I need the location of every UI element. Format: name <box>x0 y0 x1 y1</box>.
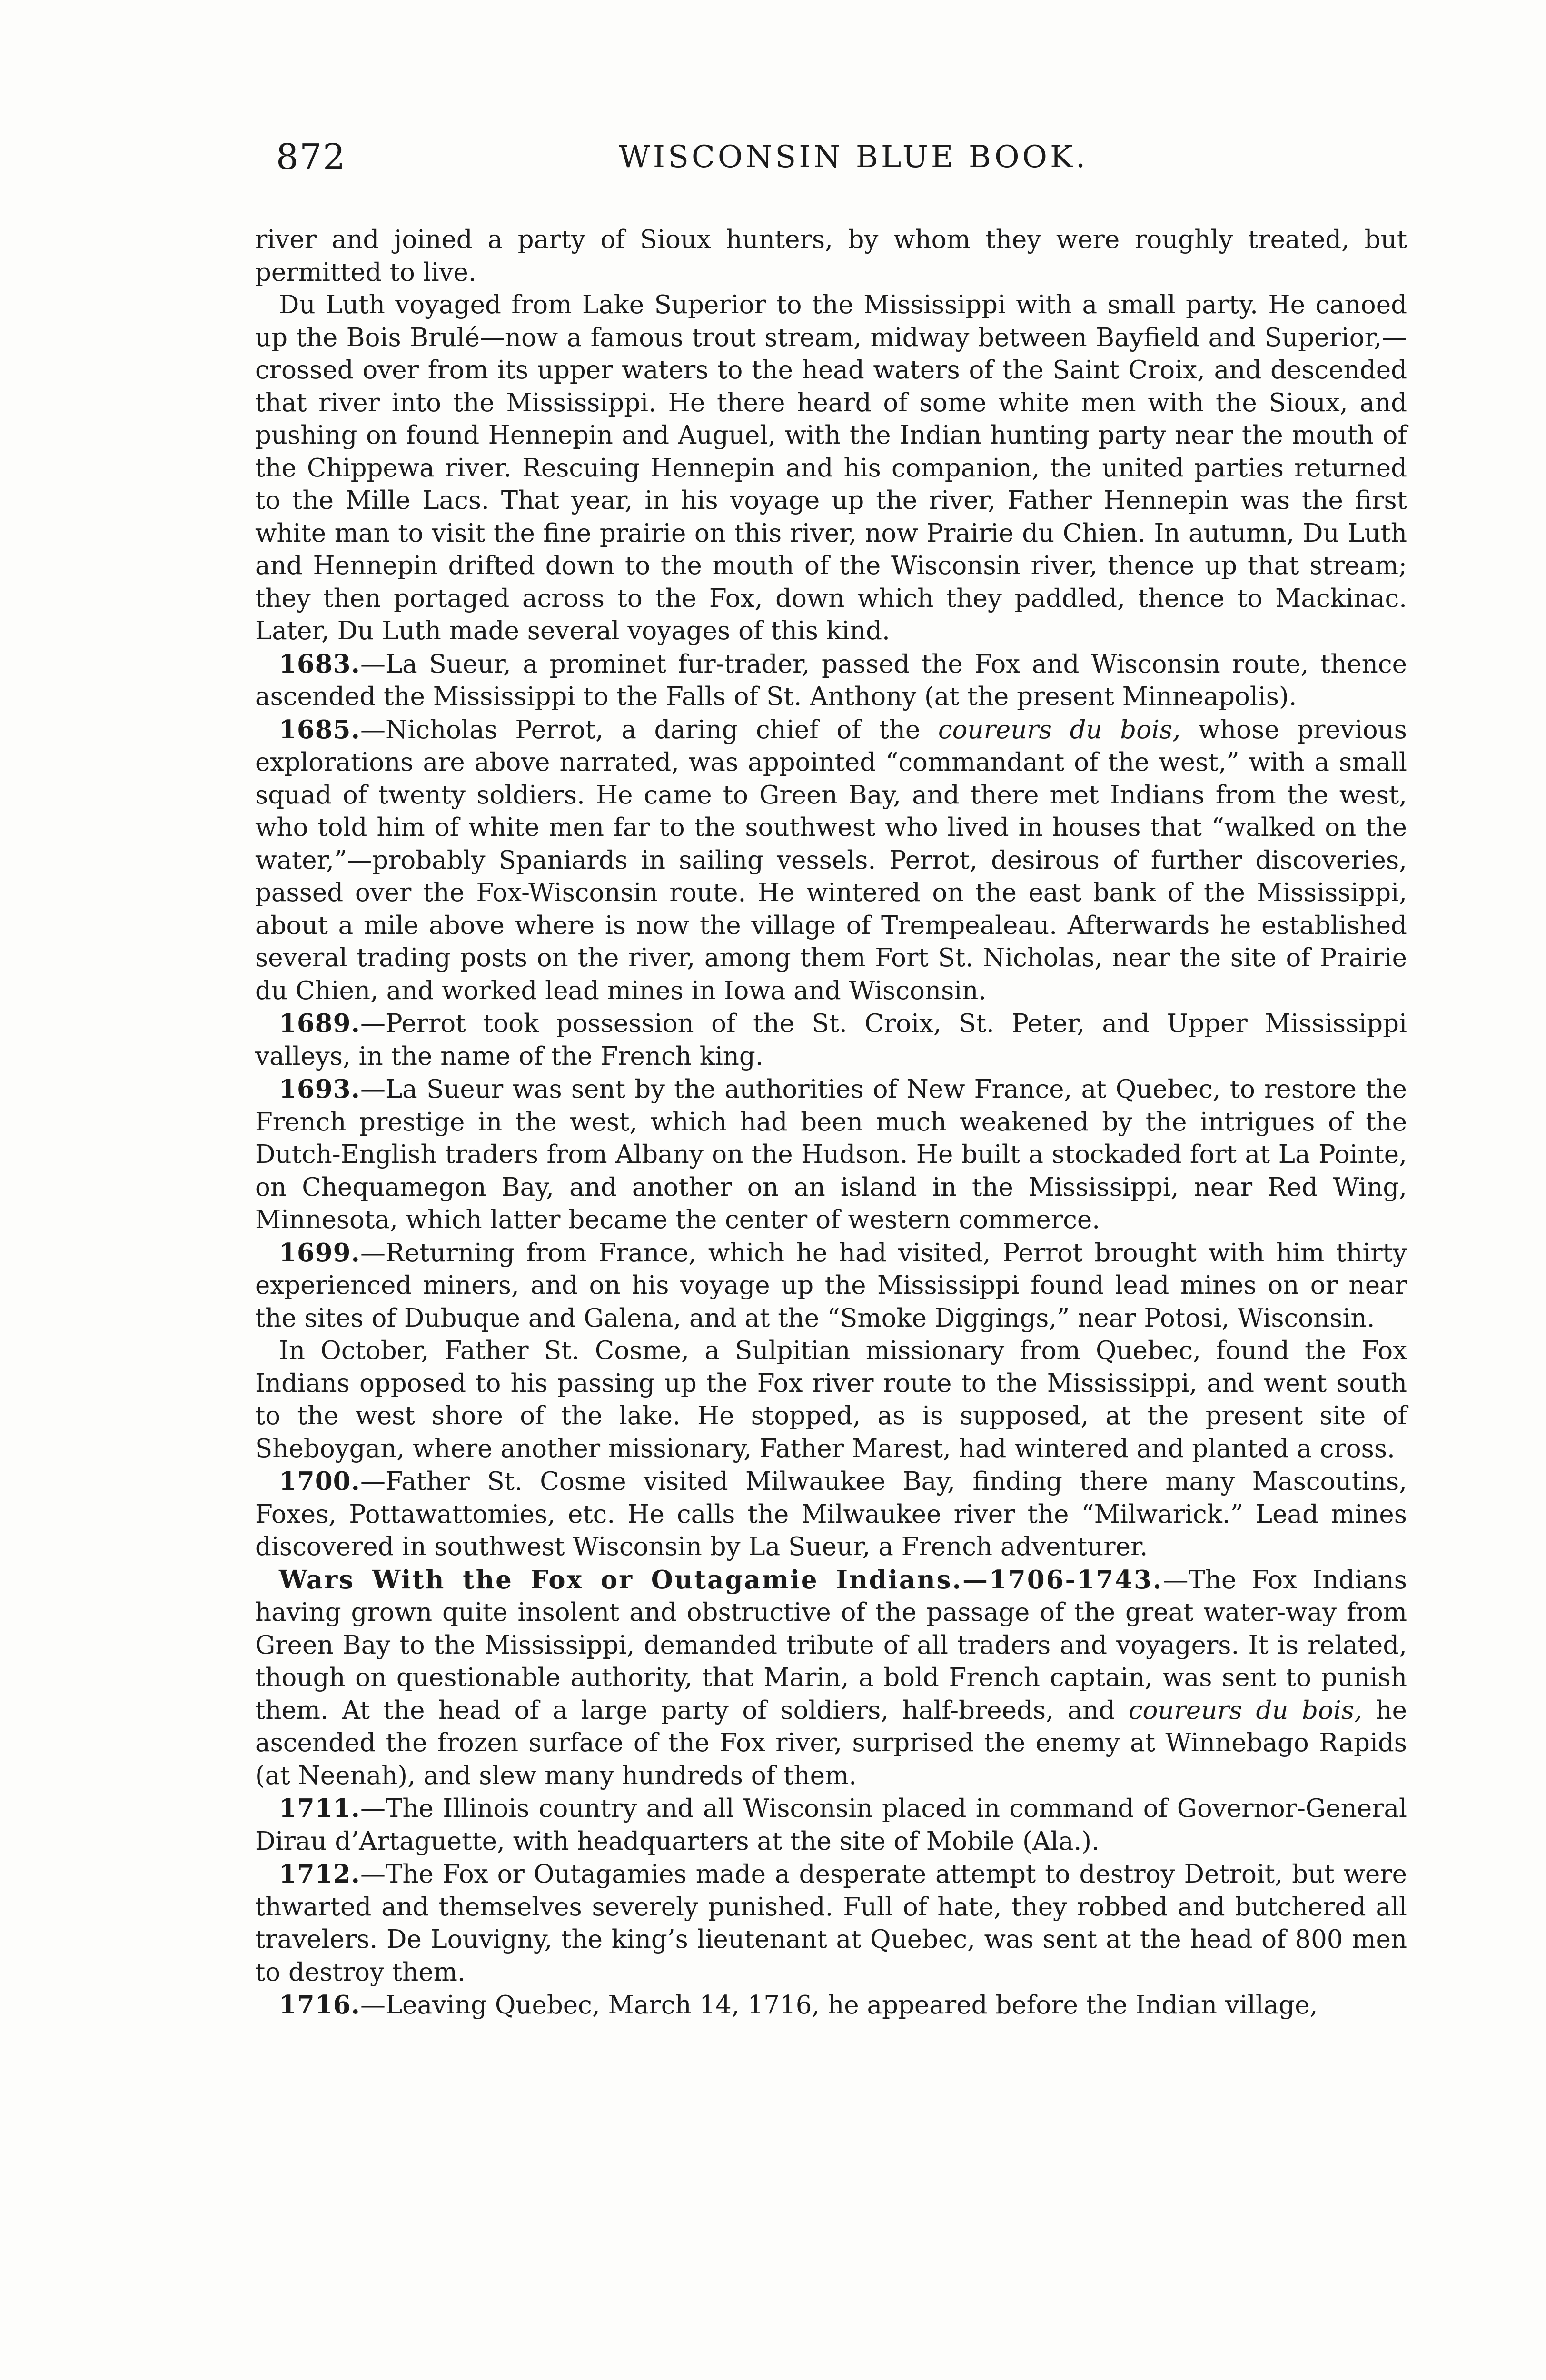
year-label: 1683. <box>279 649 360 679</box>
year-label: 1689. <box>279 1009 360 1038</box>
paragraph-text: —Perrot took possession of the St. Croix, St. Peter, and Upper Mississippi valleys, in the name of the French king. <box>255 1009 1407 1071</box>
paragraph <box>255 289 1407 648</box>
paragraph-text: —Leaving Quebec, March 14, 1716, he appeared before the Indian village, <box>360 1991 1318 2020</box>
paragraph-text: —Returning from France, which he had visited, Perrot brought with him thirty experienced miners, and on his voyage up the Mississippi found lead mines on or near the sites of Dubuque and Galena, and at the “Smoke Diggings,” near Potosi, Wisconsin. <box>255 1238 1407 1333</box>
paragraph-text: river and joined a party of Sioux hunters, by whom they were roughly treated, but permitted to live. <box>255 225 1407 287</box>
paragraph-1683 <box>255 648 1407 714</box>
paragraph-fox-wars <box>255 1564 1407 1793</box>
paragraph-text: —Father St. Cosme visited Milwaukee Bay, finding there many Mascoutins, Foxes, Pottawattomies, etc. He calls the Milwaukee river the “Milwarick.” Lead mines discovered in southwest Wisconsin by La Sueur, a French adventurer. <box>255 1467 1407 1561</box>
year-label: 1711. <box>279 1794 360 1823</box>
page-number: 872 <box>276 137 347 178</box>
paragraph-text: —Nicholas Perrot, a daring chief of the <box>360 715 938 744</box>
paragraph-text: —The Fox Indians having grown quite insolent and obstructive of the passage of the great water-way from Green Bay to the Mississippi, demanded tribute of all traders and voyagers. It is related, though on questionable authority, that Marin, a bold French captain, was sent to punish them. At the head of a large party of soldiers, half-breeds, and <box>255 1565 1407 1725</box>
paragraph-1699 <box>255 1237 1407 1335</box>
paragraph-text: In October, Father St. Cosme, a Sulpitian missionary from Quebec, found the Fox Indians opposed to his passing up the Fox river route to the Mississippi, and went south to the west shore of the lake. He stopped, as is supposed, at the present site of Sheboygan, where another missionary, Father Marest, had wintered and planted a cross. <box>255 1336 1407 1463</box>
paragraph-1689 <box>255 1007 1407 1073</box>
paragraph-1716 <box>255 1989 1407 2022</box>
paragraph-text: Du Luth voyaged from Lake Superior to the Mississippi with a small party. He canoed up the Bois Brulé—now a famous trout stream, midway between Bayfield and Superior,—crossed over from its upper waters to the head waters of the Saint Croix, and descended that river into the Mississippi. He there heard of some white men with the Sioux, and pushing on found Hennepin and Auguel, with the Indian hunting party near the mouth of the Chippewa river. Rescuing Hennepin and his companion, the united parties returned to the Mille Lacs. That year, in his voyage up the river, Father Hennepin was the first white man to visit the fine prairie on this river, now Prairie du Chien. In autumn, Du Luth and Hennepin drifted down to the mouth of the Wisconsin river, thence up that stream; they then portaged across to the Fox, down which they paddled, thence to Mackinac. Later, Du Luth made several voyages of this kind. <box>255 290 1407 645</box>
paragraph-text: —The Illinois country and all Wisconsin placed in command of Governor-General Dirau d’Artaguette, with headquarters at the site of Mobile (Ala.). <box>255 1794 1407 1856</box>
section-heading: Wars With the Fox or Outagamie Indians.—1706-1743. <box>279 1565 1163 1595</box>
year-label: 1685. <box>279 714 360 744</box>
paragraph-text: —La Sueur was sent by the authorities of New France, at Quebec, to restore the French prestige in the west, which had been much weakened by the intrigues of the Dutch-English traders from Albany on the Hudson. He built a stockaded fort at La Pointe, on Chequamegon Bay, and another on an island in the Mississippi, near Red Wing, Minnesota, which latter became the center of western commerce. <box>255 1075 1407 1234</box>
paragraph-1712 <box>255 1858 1407 1989</box>
paragraph <box>255 224 1407 289</box>
paragraph-text: —La Sueur, a prominet fur-trader, passed the Fox and Wisconsin route, thence ascended the Mississippi to the Falls of St. Anthony (at the present Minneapolis). <box>255 649 1407 711</box>
paragraph-text: he ascended the frozen surface of the Fox river, surprised the enemy at Winnebago Rapids (at Neenah), and slew many hundreds of them. <box>255 1696 1407 1790</box>
paragraph-text: whose previous explorations are above narrated, was appointed “commandant of the west,” with a small squad of twenty soldiers. He came to Green Bay, and there met Indians from the west, who told him of white men far to the southwest who lived in houses that “walked on the water,”—probably Spaniards in sailing vessels. Perrot, desirous of further discoveries, passed over the Fox-Wisconsin route. He wintered on the east bank of the Mississippi, about a mile above where is now the village of Trempealeau. Afterwards he established several trading posts on the river, among them Fort St. Nicholas, near the site of Prairie du Chien, and worked lead mines in Iowa and Wisconsin. <box>255 715 1407 1005</box>
paragraph <box>255 1335 1407 1465</box>
running-title: WISCONSIN BLUE BOOK. <box>619 139 1089 175</box>
page-header <box>276 136 1409 188</box>
paragraph-1693 <box>255 1073 1407 1237</box>
italic-term: coureurs du bois, <box>1128 1696 1362 1725</box>
body-text <box>255 224 1407 2022</box>
paragraph-1685 <box>255 714 1407 1008</box>
paragraph-1700 <box>255 1465 1407 1564</box>
italic-term: coureurs du bois, <box>938 715 1181 744</box>
paragraph-1711 <box>255 1792 1407 1858</box>
year-label: 1693. <box>279 1074 360 1104</box>
year-label: 1712. <box>279 1859 360 1889</box>
year-label: 1716. <box>279 1990 360 2020</box>
paragraph-text: —The Fox or Outagamies made a desperate attempt to destroy Detroit, but were thwarted and themselves severely punished. Full of hate, they robbed and butchered all travelers. De Louvigny, the king’s lieutenant at Quebec, was sent at the head of 800 men to destroy them. <box>255 1860 1407 1987</box>
year-label: 1700. <box>279 1467 360 1496</box>
year-label: 1699. <box>279 1238 360 1268</box>
